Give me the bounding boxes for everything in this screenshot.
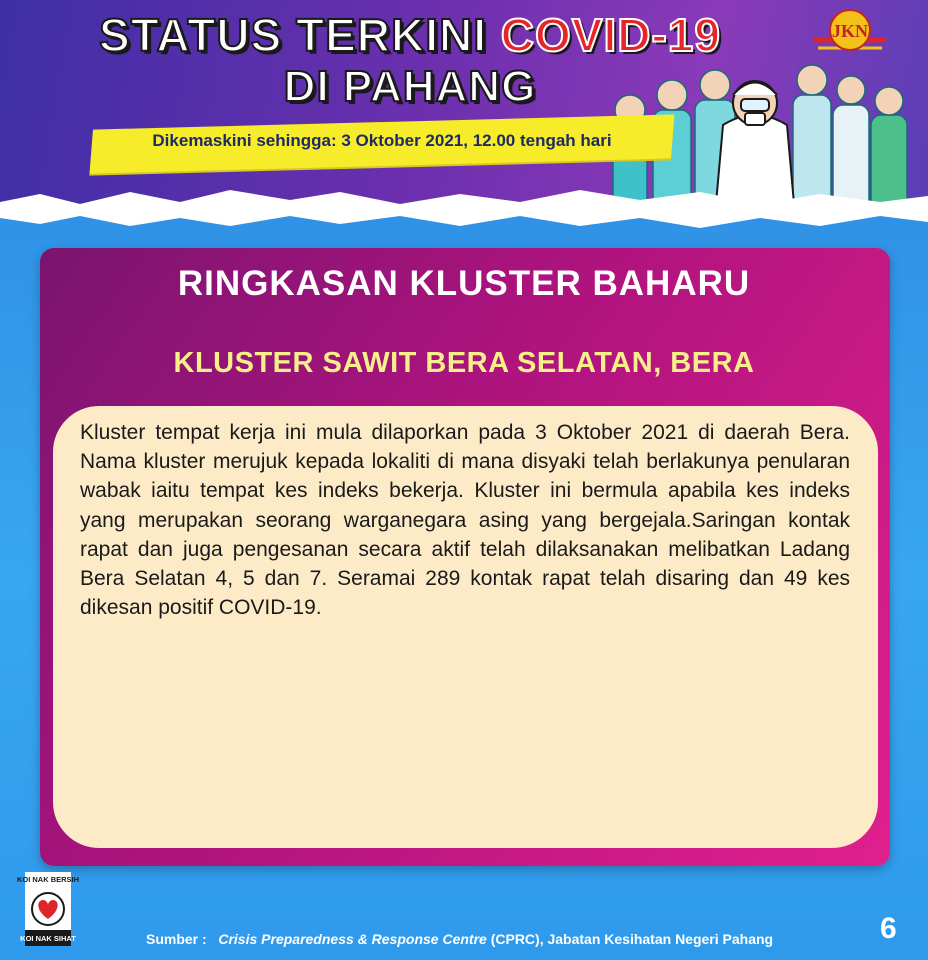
source-credit [146,931,773,947]
page-number: 6 [880,912,897,945]
updated-timestamp: Dikemaskini sehingga: 3 Oktober 2021, 12.00 tengah hari [152,131,612,150]
source-rest: (CPRC), Jabatan Kesihatan Negeri Pahang [490,931,774,947]
logo-text: JKN [832,21,868,41]
badge-top-text: KOI NAK BERSIH [16,875,80,884]
source-label: Sumber : [146,931,207,947]
main-title [0,8,820,62]
jkn-logo [808,6,892,56]
cluster-name: KLUSTER SAWIT BERA SELATAN, BERA [173,347,755,379]
panel-title: RINGKASAN KLUSTER BAHARU [177,264,751,303]
title-line2: DI PAHANG [283,62,537,111]
source-org: Crisis Preparedness & Response Centre [218,931,487,947]
koi-nak-sihat-badge [16,872,80,946]
title-highlight: COVID-19 [500,9,721,61]
cluster-description: Kluster tempat kerja ini mula dilaporkan pada 3 Oktober 2021 di daerah Bera. Nama kluster merujuk kepada lokaliti di mana disyaki telah berlakunya penularan wabak iaitu tempat kes indeks bekerja. Kluster ini bermula apabila kes indeks yang merupakan seorang warganegara asing yang bergejala.Saringan kontak rapat dan juga pengesanan secara aktif telah dilaksanakan melibatkan Ladang Bera Selatan 4, 5 dan 7. Seramai 289 kontak rapat telah disaring dan 49 kes dikesan positif COVID-19. [80,421,850,620]
badge-bottom-text: KOI NAK SIHAT [20,934,76,943]
torn-paper-divider [0,180,928,235]
title-part1: STATUS TERKINI [99,9,487,61]
